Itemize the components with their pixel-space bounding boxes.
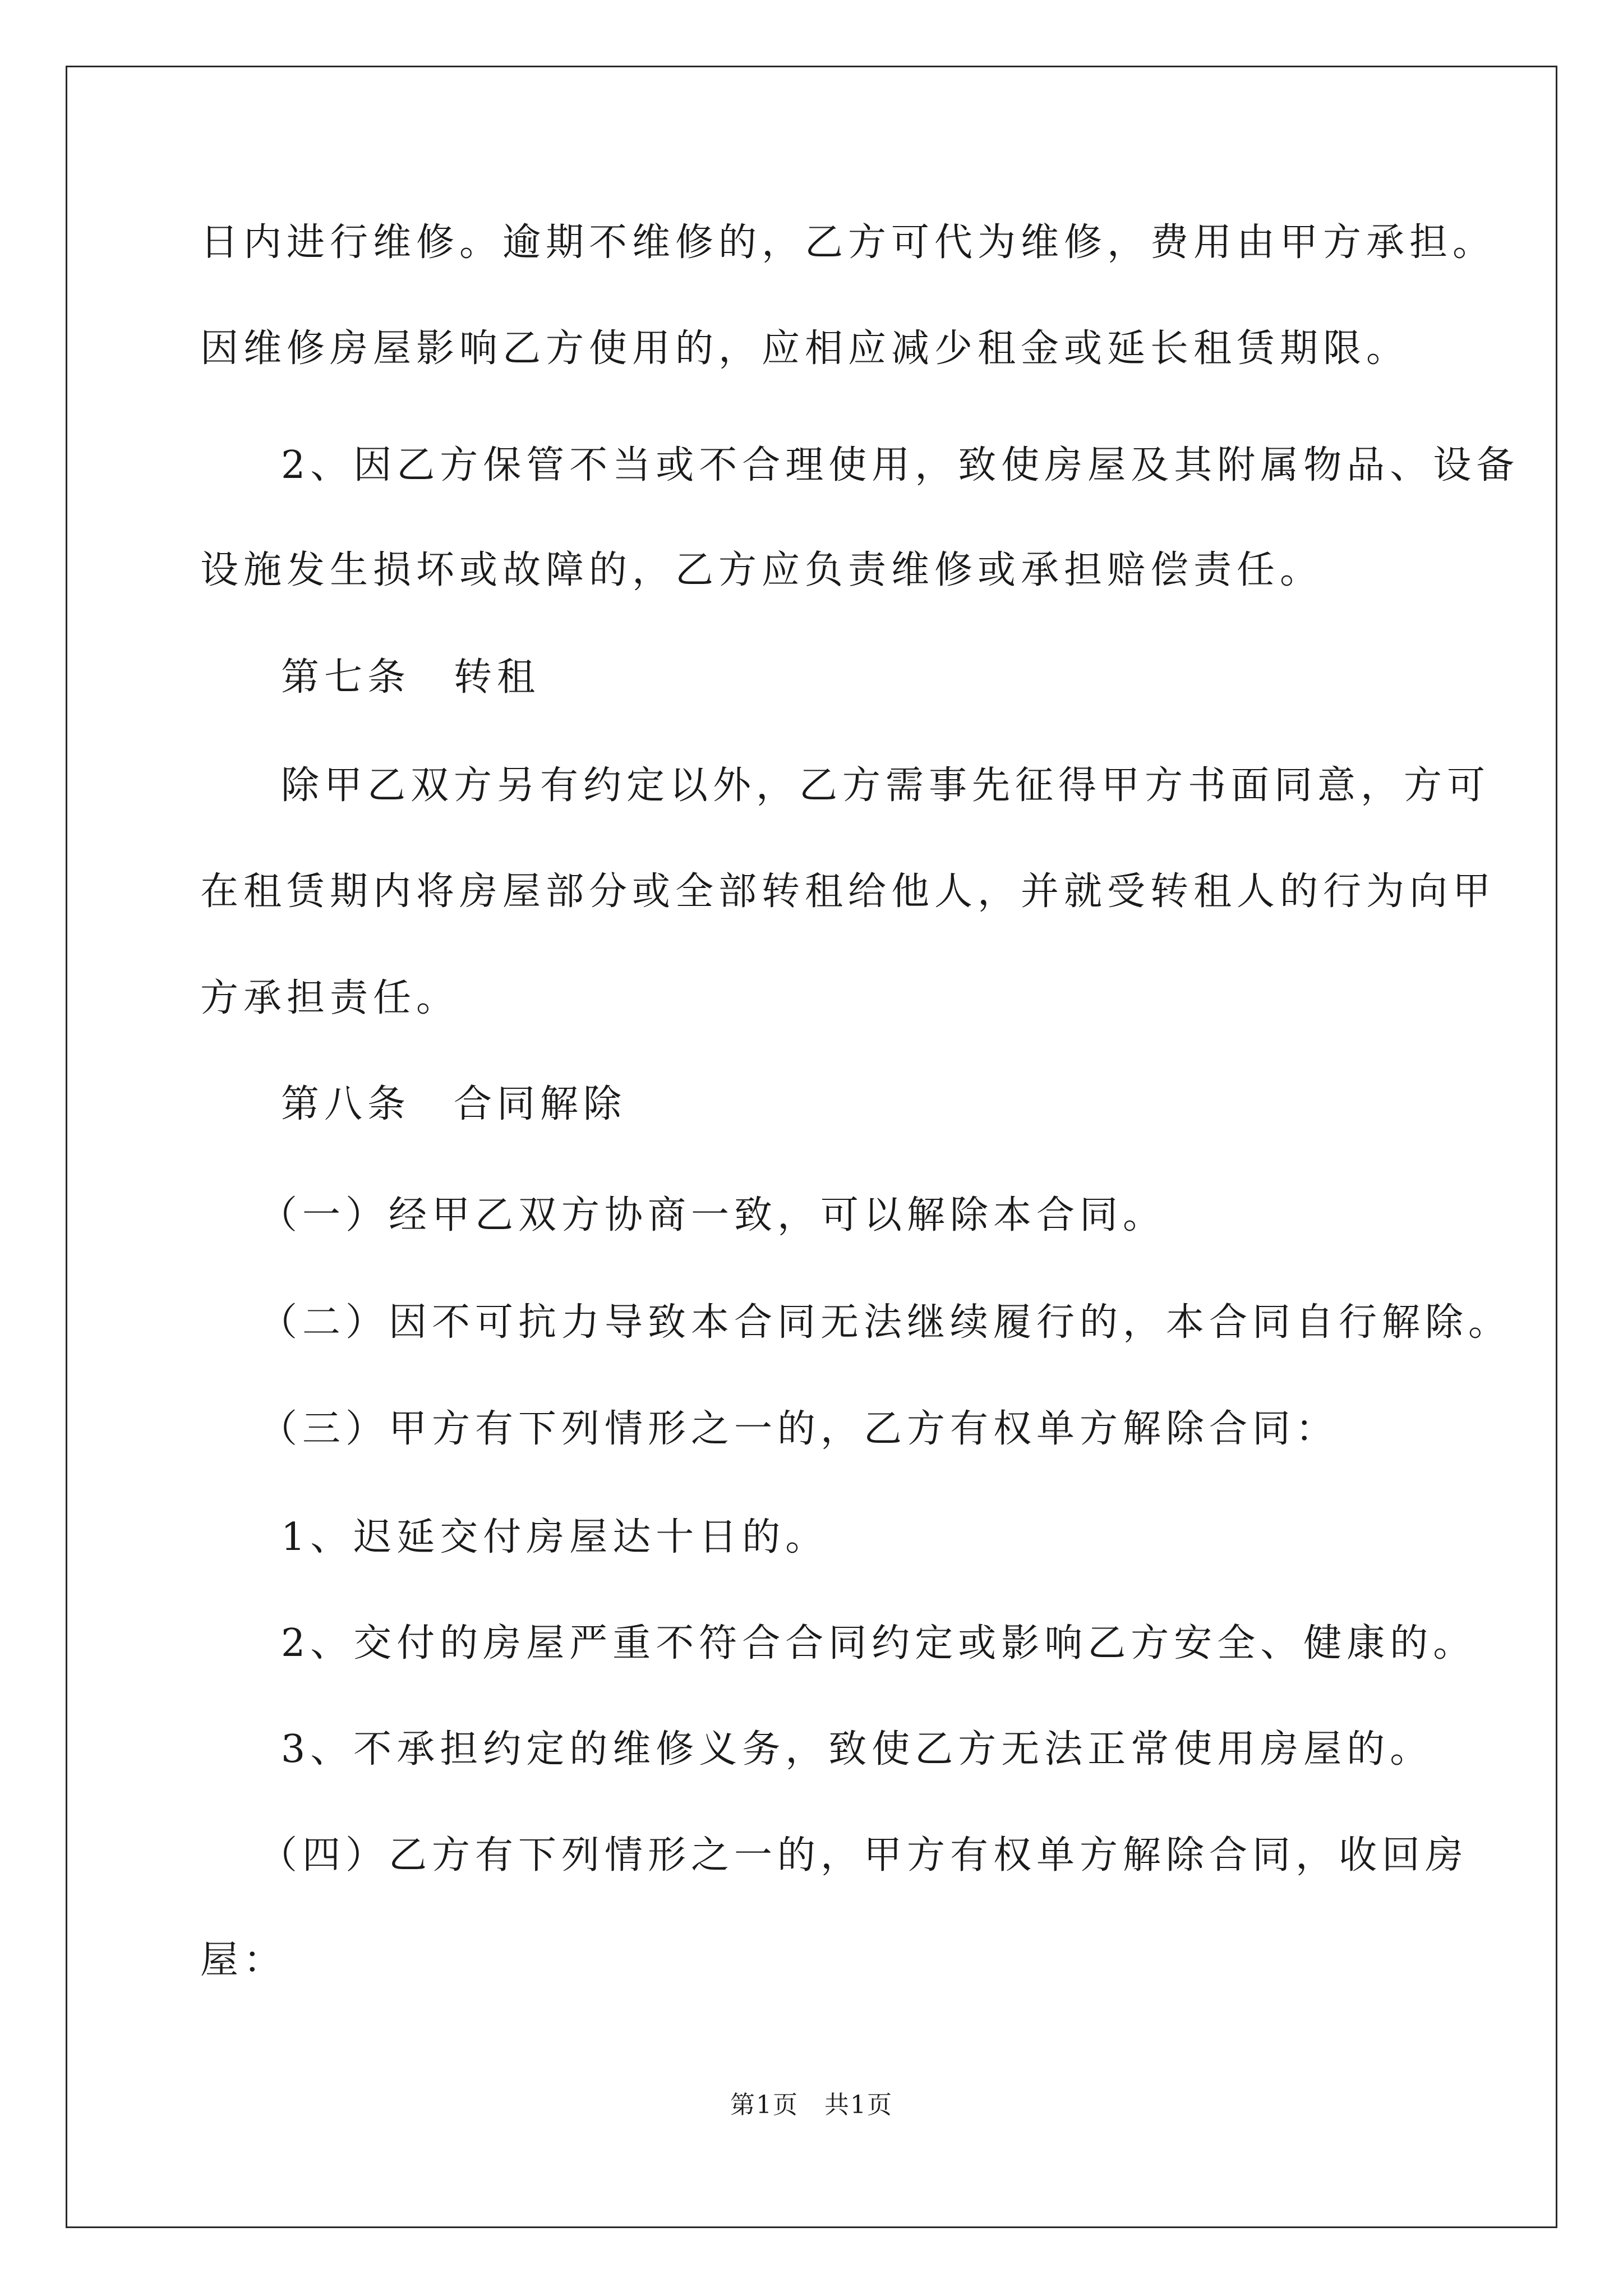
text-line: 1、迟延交付房屋达十日的。 xyxy=(281,1515,829,1559)
text-line: 3、不承担约定的维修义务，致使乙方无法正常使用房屋的。 xyxy=(281,1727,1433,1772)
text-line: 2、交付的房屋严重不符合合同约定或影响乙方安全、健康的。 xyxy=(281,1621,1477,1665)
text-line: （二）因不可抗力导致本合同无法继续履行的，本合同自行解除。 xyxy=(259,1300,1512,1345)
text-line: 日内进行维修。逾期不维修的，乙方可代为维修，费用由甲方承担。 xyxy=(200,220,1496,265)
article-heading: 第七条 转租 xyxy=(281,655,541,700)
text-line: 屋： xyxy=(200,1938,287,1982)
text-line: （四）乙方有下列情形之一的，甲方有权单方解除合同，收回房 xyxy=(259,1833,1469,1878)
article-heading: 第八条 合同解除 xyxy=(281,1082,627,1126)
text-line: 设施发生损坏或故障的，乙方应负责维修或承担赔偿责任。 xyxy=(200,548,1324,592)
text-line: 2、因乙方保管不当或不合理使用，致使房屋及其附属物品、设备 xyxy=(281,443,1520,487)
text-line: （三）甲方有下列情形之一的，乙方有权单方解除合同： xyxy=(259,1407,1339,1451)
text-line: 在租赁期内将房屋部分或全部转租给他人，并就受转租人的行为向甲 xyxy=(200,869,1496,914)
text-line: 除甲乙双方另有约定以外，乙方需事先征得甲方书面同意，方可 xyxy=(281,763,1491,808)
page-footer: 第1页 共1页 xyxy=(730,2091,893,2119)
text-line: 方承担责任。 xyxy=(200,976,460,1020)
page-border xyxy=(66,66,1557,2228)
text-line: 因维修房屋影响乙方使用的，应相应减少租金或延长租赁期限。 xyxy=(200,326,1410,371)
text-line: （一）经甲乙双方协商一致，可以解除本合同。 xyxy=(259,1193,1166,1237)
